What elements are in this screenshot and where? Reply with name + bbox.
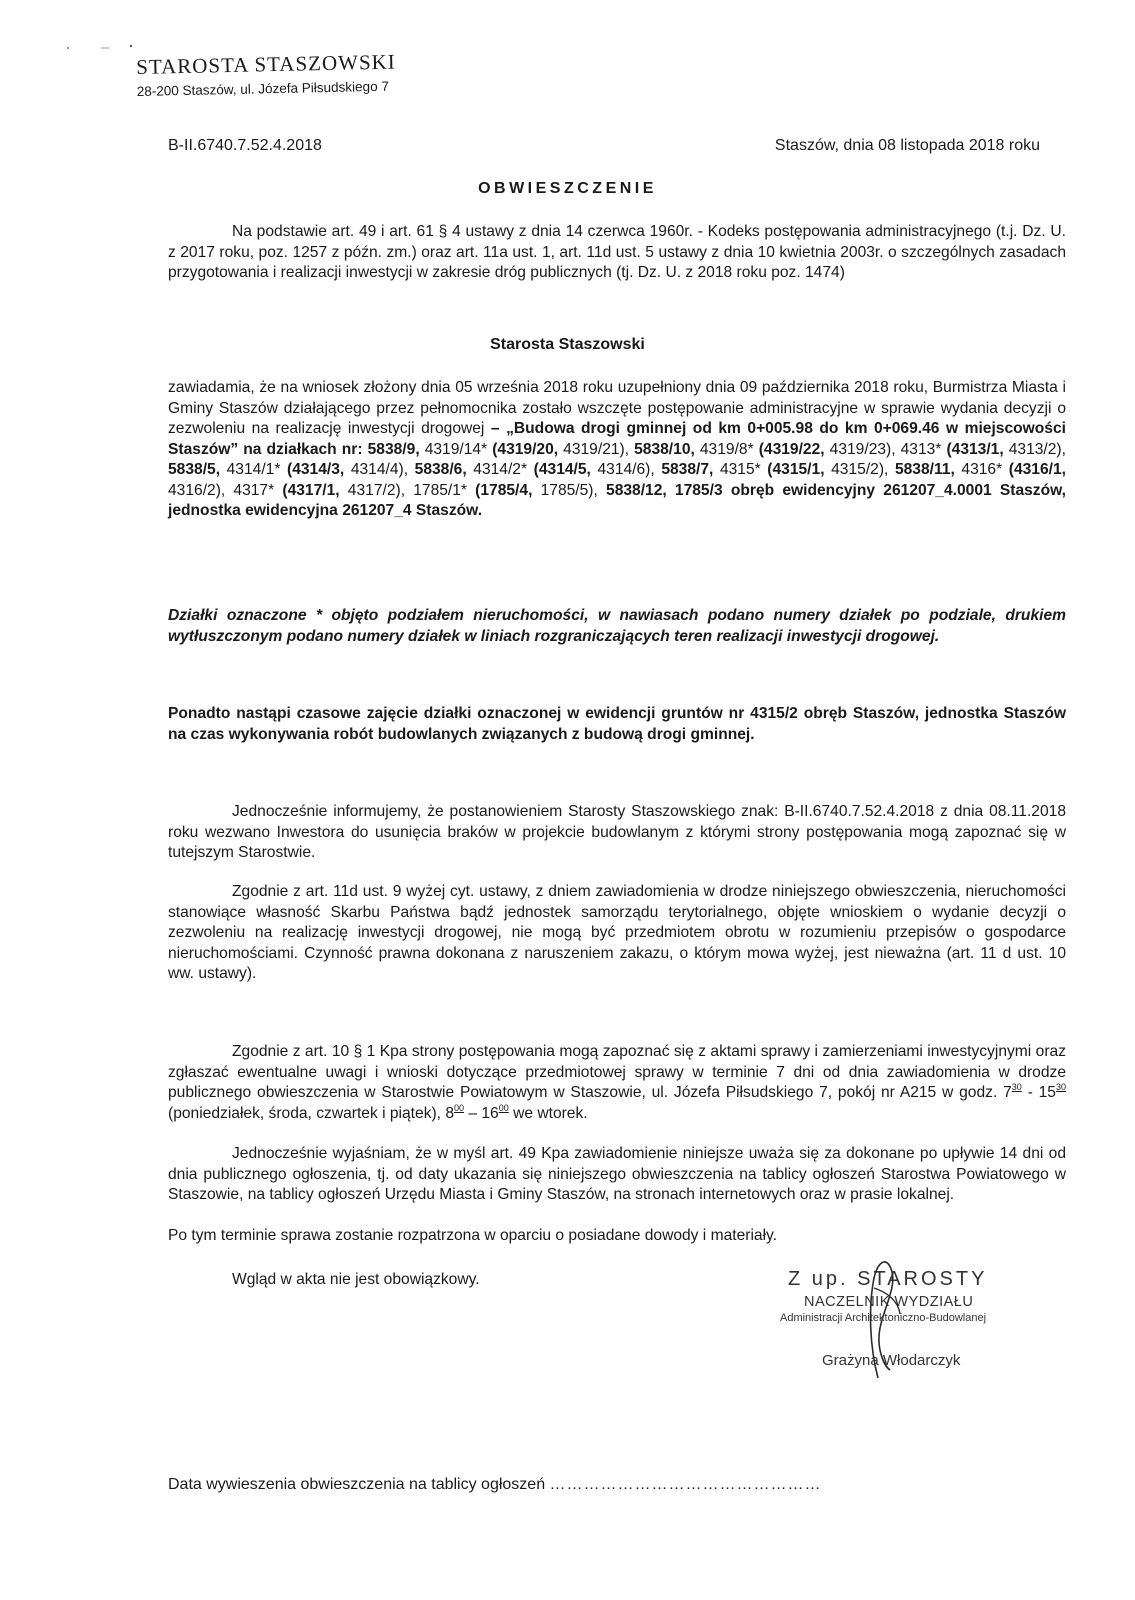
parcel-number: 4314/2*	[466, 461, 528, 478]
parcel-number: 1785/5),	[532, 481, 598, 499]
handwritten-signature	[840, 1248, 920, 1388]
parcel-number: 5838/9,	[362, 440, 420, 458]
parcels-note: Działki oznaczone * objęto podziałem nieruchomości, w nawiasach podano numery działek po podziale, drukiem wytłuszczonym podano numery działek w liniach rozgraniczających teren realizacji inwestycji drogowej.	[168, 607, 1066, 645]
office-name: STAROSTA STASZOWSKI	[136, 49, 397, 79]
parcel-number: (4314/3,	[280, 461, 345, 478]
parcel-number: 4316/2), 4317*	[168, 481, 275, 499]
parcel-number: 4319/21),	[558, 440, 630, 458]
parcel-number: 5838/6,	[408, 461, 467, 478]
parcel-number: 4314/4),	[344, 461, 409, 478]
parcel-number: (4319/22,	[753, 440, 825, 458]
parcel-number: 4314/6),	[590, 461, 655, 478]
parcel-number: 4316*	[954, 461, 1003, 478]
scan-artifact-marks	[65, 42, 145, 52]
signature-line-3: Administracji Architektoniczno-Budowlanej	[780, 1312, 987, 1324]
posting-date-blank: …………………………………………	[549, 1476, 822, 1493]
parcel-number: 4319/14*	[419, 440, 488, 458]
parcel-number: (4315/1,	[760, 461, 825, 478]
temporary-occupation-paragraph: Ponadto nastąpi czasowe zajęcie działki oznaczonej w ewidencji gruntów nr 4315/2 obręb Staszów, jednostka Staszów na czas wykonywania robót budowlanych związanych z budową drogi gminnej.	[168, 705, 1066, 743]
parcel-number: 4319/23), 4313*	[824, 440, 942, 458]
document-title: OBWIESZCZENIE	[478, 180, 657, 197]
art49-paragraph: Jednocześnie wyjaśniam, że w myśl art. 49 Kpa zawiadomienie niniejsze uważa się za dokonane po upływie 14 dni od dnia publicznego ogłoszenia, tj. od daty ukazania się niniejszego obwieszczenia na tablicy ogłoszeń Starostwa Powiatowego w Staszowie, na tablicy ogłoszeń Urzędu Miasta i Gminy Staszów, na stronach internetowych oraz w prasie lokalnej.	[168, 1145, 1066, 1203]
art11d-paragraph: Zgodnie z art. 11d ust. 9 wyżej cyt. ustawy, z dniem zawiadomienia w drodze niniejszego obwieszczenia, nieruchomości stanowiące własność Skarbu Państwa bądź jednostek samorządu terytorialnego, objęte wnioskiem o wydanie decyzji o zezwoleniu na realizację inwestycji drogowej, nie mogą być przedmiotem obrotu w rozumieniu przepisów o gospodarce nieruchomościami. Czynność prawna dokonana z naruszeniem zakazu, o którym mowa wyżej, jest nieważna (art. 11 d ust. 10 ww. ustawy).	[168, 883, 1066, 982]
parcel-number: 5838/11,	[888, 461, 955, 478]
after-deadline-paragraph: Po tym terminie sprawa zostanie rozpatrzona w oparciu o posiadane dowody i materiały.	[168, 1227, 778, 1244]
notice-paragraph	[168, 378, 1066, 522]
parcel-number: 4315*	[713, 461, 761, 478]
signatory-name: Grażyna Włodarczyk	[822, 1352, 961, 1369]
precinct-info: obręb ewidencyjny 261207_4.0001 Staszów, jednostka ewidencyjna 261207_4 Staszów.	[168, 481, 1067, 519]
parcel-number: (4314/5,	[527, 461, 591, 478]
parcel-number: (4319/20,	[487, 440, 559, 458]
parcel-number: 4317/2), 1785/1*	[339, 481, 467, 499]
legal-basis-paragraph: Na podstawie art. 49 i art. 61 § 4 ustawy z dnia 14 czerwca 1960r. - Kodeks postępowania administracyjnego (t.j. Dz. U. z 2017 roku, poz. 1257 z późn. zm.) oraz art. 11a ust. 1, art. 11d ust. 5 ustawy z dnia 10 kwietnia 2003r. o szczególnych zasadach przygotowania i realizacji inwestycji w zakresie dróg publicznych (tj. Dz. U. z 2018 roku poz. 1474)	[168, 223, 1066, 281]
signature-line-1: Z up. STAROSTY	[788, 1268, 988, 1290]
parcel-number: (4316/1,	[1002, 461, 1066, 478]
parcel-number: 5838/12, 1785/3	[597, 481, 723, 499]
parcel-number: (4317/1,	[274, 481, 340, 499]
parcel-number: 4313/2),	[1003, 440, 1066, 458]
letterhead	[136, 50, 396, 99]
parcel-number: (4313/1,	[941, 440, 1004, 458]
parcel-number: 5838/10,	[629, 440, 695, 458]
deficiencies-paragraph: Jednocześnie informujemy, że postanowieniem Starosty Staszowskiego znak: B-II.6740.7.52.4.2018 z dnia 08.11.2018 roku wezwano Inwestora do usunięcia braków w projekcie budowlanym z którymi strony postępowania mogą zapoznać się w tutejszym Starostwie.	[168, 803, 1066, 861]
posting-date-line	[168, 1476, 822, 1494]
office-address: 28-200 Staszów, ul. Józefa Piłsudskiego 7	[136, 78, 390, 99]
parcel-number: (1785/4,	[466, 481, 533, 499]
investment-name: – „Budowa drogi gminnej od km 0+005.98 do km 0+069.46 w miejscowości Staszów” na działkach nr:	[168, 420, 1066, 458]
signature-line-2: NACZELNIK WYDZIAŁU	[804, 1294, 974, 1310]
notice-intro: zawiadamia, że na wniosek złożony dnia 05 września 2018 roku uzupełniony dnia 09 października 2018 roku, Burmistrza Miasta i Gminy Staszów działającego przez pełnomocnika zostało wszczęte postępowanie administracyjne w sprawie wydania decyzji o zezwoleniu na realizację inwestycji drogowej	[168, 379, 1066, 437]
reference-number: B-II.6740.7.52.4.2018	[168, 137, 322, 154]
place-and-date: Staszów, dnia 08 listopada 2018 roku	[774, 137, 1040, 154]
files-review-paragraph: Wgląd w akta nie jest obowiązkowy.	[232, 1271, 480, 1288]
signature-stamp	[770, 1268, 1050, 1393]
art10-paragraph: Zgodnie z art. 10 § 1 Kpa strony postępowania mogą zapoznać się z aktami sprawy i zamierzeniami inwestycyjnymi oraz zgłaszać ewentualne uwagi i wnioski dotyczące przedmiotowej sprawy w terminie 7 dni od dnia zawiadomienia w drodze publicznego obwieszczenia w Starostwie Powiatowym w Staszowie, ul. Józefa Piłsudskiego 7, pokój nr A215 w godz. $7^{30} - 15^{30}$ (poniedziałek, środa, czwartek i piątek), $8^{00} - 16^{00}$ we wtorek.	[168, 1043, 1066, 1122]
parcel-number: 4319/8*	[694, 440, 754, 458]
parcel-number: 5838/5,	[168, 461, 221, 478]
posting-date-label: Data wywieszenia obwieszczenia na tablicy ogłoszeń	[168, 1476, 546, 1493]
parcel-number: 4314/1*	[220, 461, 281, 478]
parcel-number: 4315/2),	[824, 461, 889, 478]
issuing-authority: Starosta Staszowski	[490, 336, 645, 353]
parcel-number: 5838/7,	[654, 461, 714, 478]
